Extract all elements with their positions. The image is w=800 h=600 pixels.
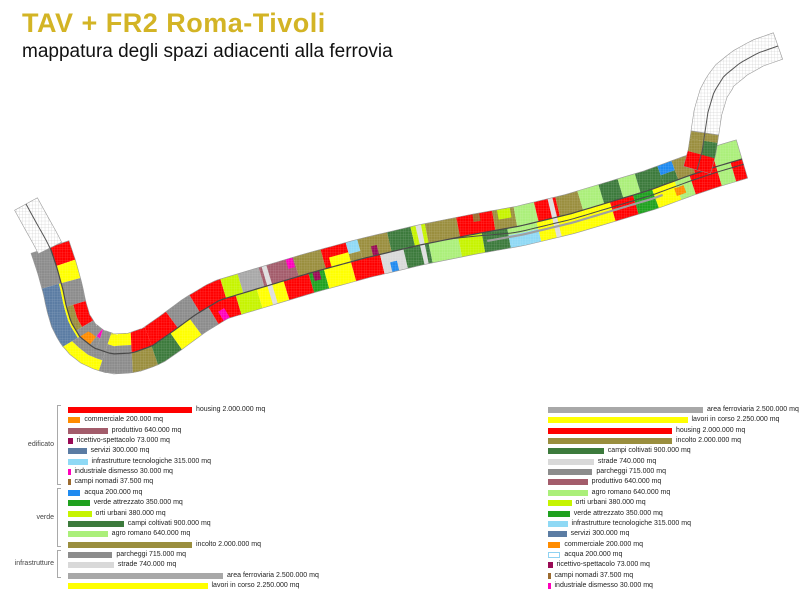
legend-item-ricettivo <box>548 561 650 569</box>
legend-label-campicolt: campi coltivati 900.000 mq <box>127 519 211 527</box>
legend-label-strade: strade 740.000 mq <box>597 457 657 465</box>
legend-item-produttivo <box>68 427 181 435</box>
legend-label-servizi: servizi 300.000 mq <box>570 530 630 538</box>
legend-item-commerciale <box>68 416 163 424</box>
legend-label-agroromano: agro romano 640.000 mq <box>111 530 191 538</box>
legend-label-lavori: lavori in corso 2.250.000 mq <box>211 581 300 589</box>
legend-label-parcheggi: parcheggi 715.000 mq <box>116 550 186 558</box>
legend-swatch-housing <box>68 407 192 413</box>
legend-label-verdeattr: verde attrezzato 350.000 mq <box>573 509 663 517</box>
legend-swatch-strade <box>548 459 594 465</box>
legend-label-ricettivo: ricettivo-spettacolo 73.000 mq <box>76 437 170 445</box>
legend-group-bracket-infrastrutture <box>57 550 61 579</box>
legend-group-label-verde: verde <box>36 513 54 521</box>
legend-item-acqua <box>68 489 142 497</box>
legend-label-campinomadi: campi nomadi 37.500 mq <box>74 478 154 486</box>
legend-label-infratec: infrastrutture tecnologiche 315.000 mq <box>91 457 211 465</box>
legend-label-commerciale: commerciale 200.000 mq <box>564 540 643 548</box>
legend-swatch-inddismesso <box>68 469 71 475</box>
legend-group-label-edificato: edificato <box>27 441 54 449</box>
legend-item-produttivo <box>548 478 661 486</box>
legend-item-infratec <box>548 520 691 528</box>
legend-label-campicolt: campi coltivati 900.000 mq <box>607 447 691 455</box>
legend-swatch-lavori <box>68 583 208 589</box>
legend-label-servizi: servizi 300.000 mq <box>90 447 150 455</box>
legend-item-ortiurbani <box>68 510 166 518</box>
legend-label-housing: housing 2.000.000 mq <box>676 426 746 434</box>
legend-item-campicolt <box>548 447 691 455</box>
legend-item-housing <box>68 406 265 414</box>
legend-left <box>68 406 328 596</box>
legend-swatch-incolto <box>548 438 672 444</box>
legend-label-agroromano: agro romano 640.000 mq <box>591 488 671 496</box>
legend-item-lavori <box>548 416 779 424</box>
legend-item-verdeattr <box>548 510 663 518</box>
legend-label-areaferr: area ferroviaria 2.500.000 mq <box>227 571 319 579</box>
legend-item-parcheggi <box>68 551 186 559</box>
legend-swatch-verdeattr <box>68 500 90 506</box>
map-branch-hatched <box>691 33 783 135</box>
legend-item-campicolt <box>68 520 211 528</box>
legend-label-commerciale: commerciale 200.000 mq <box>84 416 163 424</box>
legend-swatch-servizi <box>548 531 567 537</box>
legend-item-agroromano <box>548 489 670 497</box>
legend-swatch-ortiurbani <box>548 500 572 506</box>
legend-swatch-commerciale <box>548 542 560 548</box>
legend-swatch-campicolt <box>68 521 124 527</box>
legend-item-areaferr <box>68 572 319 580</box>
legend-item-incolto <box>548 437 741 445</box>
legend-label-produttivo: produttivo 640.000 mq <box>111 426 182 434</box>
legend-swatch-parcheggi <box>548 469 592 475</box>
legend-item-inddismesso <box>68 468 173 476</box>
legend-swatch-acqua <box>68 490 80 496</box>
legend-item-ortiurbani <box>548 499 646 507</box>
legend-label-lavori: lavori in corso 2.250.000 mq <box>691 416 780 424</box>
legend-label-produttivo: produttivo 640.000 mq <box>591 478 662 486</box>
legend-swatch-areaferr <box>548 407 703 413</box>
legend-item-infratec <box>68 458 211 466</box>
legend-swatch-verdeattr <box>548 511 570 517</box>
legend-swatch-produttivo <box>68 428 108 434</box>
legend-label-ricettivo: ricettivo-spettacolo 73.000 mq <box>556 561 650 569</box>
legend-item-agroromano <box>68 530 190 538</box>
legend-swatch-strade <box>68 562 114 568</box>
legend-swatch-parcheggi <box>68 552 112 558</box>
legend-swatch-inddismesso <box>548 583 551 589</box>
map-band-texture <box>31 140 748 374</box>
legend-item-parcheggi <box>548 468 666 476</box>
legend-item-commerciale <box>548 541 643 549</box>
legend-label-acqua: acqua 200.000 mq <box>564 550 623 558</box>
legend-label-parcheggi: parcheggi 715.000 mq <box>596 468 666 476</box>
legend-item-lavori <box>68 582 299 590</box>
legend-item-servizi <box>68 447 149 455</box>
legend-item-campinomadi <box>548 572 633 580</box>
legend-label-housing: housing 2.000.000 mq <box>196 406 266 413</box>
legend-label-campinomadi: campi nomadi 37.500 mq <box>554 571 634 579</box>
legend-swatch-produttivo <box>548 479 588 485</box>
legend-swatch-ricettivo <box>548 562 553 568</box>
legend-item-acqua <box>548 551 622 559</box>
legend-swatch-incolto <box>68 542 192 548</box>
legend-item-servizi <box>548 530 629 538</box>
legend-item-verdeattr <box>68 499 183 507</box>
legend-swatch-areaferr <box>68 573 223 579</box>
legend-item-campinomadi <box>68 478 153 486</box>
legend-item-incolto <box>68 541 261 549</box>
page-subtitle: mappatura degli spazi adiacenti alla ferrovia <box>22 41 393 62</box>
legend-swatch-ortiurbani <box>68 511 92 517</box>
legend-label-incolto: incolto 2.000.000 mq <box>196 540 261 548</box>
legend-label-acqua: acqua 200.000 mq <box>84 488 143 496</box>
legend-swatch-servizi <box>68 448 87 454</box>
legend-label-verdeattr: verde attrezzato 350.000 mq <box>93 499 183 507</box>
legend-item-areaferr <box>548 406 799 414</box>
legend-swatch-agroromano <box>548 490 588 496</box>
legend-label-strade: strade 740.000 mq <box>117 561 177 569</box>
page-title: TAV + FR2 Roma-Tivoli <box>22 8 326 38</box>
legend-swatch-ricettivo <box>68 438 73 444</box>
legend-item-inddismesso <box>548 582 653 590</box>
legend-swatch-lavori <box>548 417 688 423</box>
legend-group-bracket-verde <box>57 488 61 548</box>
legend-item-strade <box>548 458 656 466</box>
legend-group-label-infrastrutture: infrastrutture <box>14 560 54 568</box>
legend-item-housing <box>548 427 745 435</box>
legend-swatch-acqua <box>548 552 560 558</box>
legend-label-infratec: infrastrutture tecnologiche 315.000 mq <box>571 519 691 527</box>
legend-right <box>548 406 800 596</box>
legend-label-areaferr: area ferroviaria 2.500.000 mq <box>707 406 799 413</box>
legend-swatch-campinomadi <box>548 573 551 579</box>
legend-swatch-campicolt <box>548 448 604 454</box>
legend-swatch-campinomadi <box>68 479 71 485</box>
legend-group-bracket-edificato <box>57 405 61 485</box>
legend-swatch-infratec <box>548 521 568 527</box>
legend-swatch-agroromano <box>68 531 108 537</box>
legend-swatch-commerciale <box>68 417 80 423</box>
legend-label-ortiurbani: orti urbani 380.000 mq <box>95 509 166 517</box>
legend-label-inddismesso: industriale dismesso 30.000 mq <box>554 581 653 589</box>
legend-swatch-infratec <box>68 459 88 465</box>
legend-label-inddismesso: industriale dismesso 30.000 mq <box>74 468 173 476</box>
legend-item-strade <box>68 561 176 569</box>
legend-swatch-housing <box>548 428 672 434</box>
legend-label-ortiurbani: orti urbani 380.000 mq <box>575 499 646 507</box>
legend-item-ricettivo <box>68 437 170 445</box>
legend-label-incolto: incolto 2.000.000 mq <box>676 437 741 445</box>
